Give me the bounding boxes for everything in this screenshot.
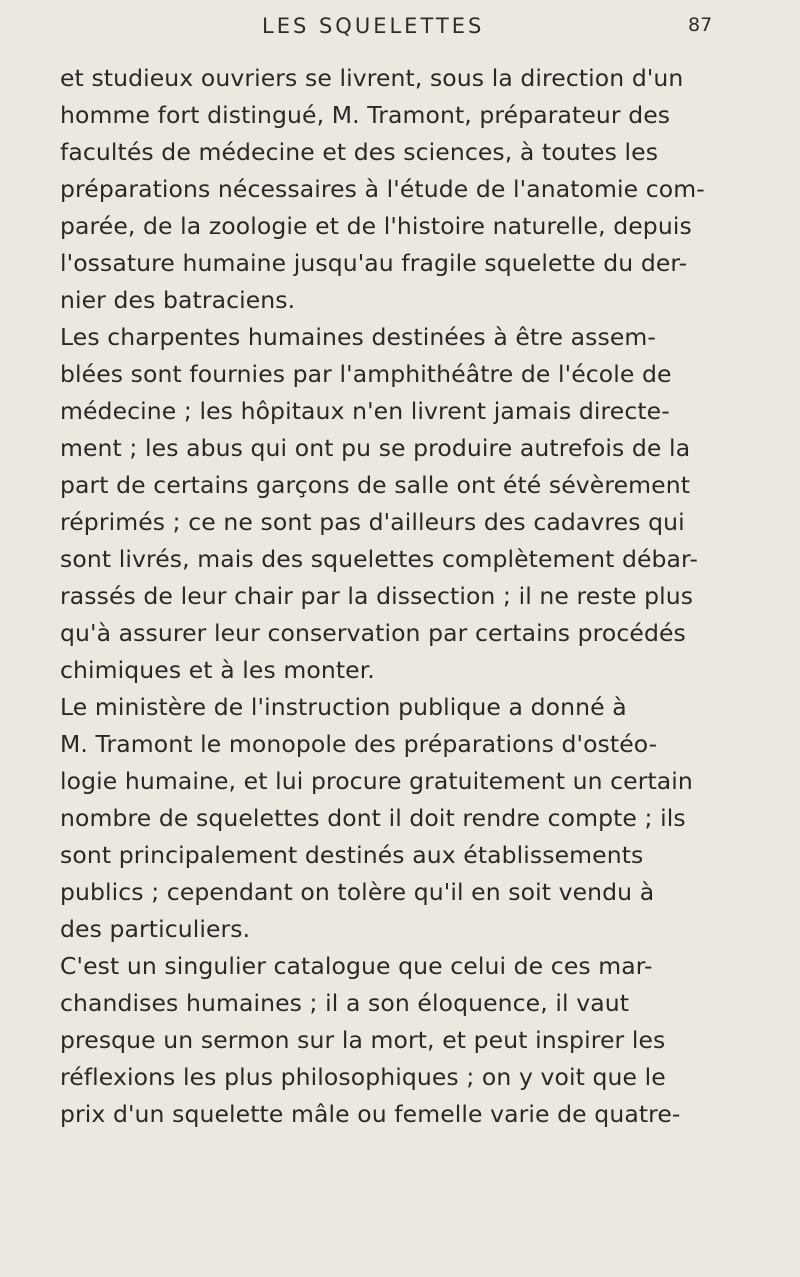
text-line: logie humaine, et lui procure gratuitement un certain	[60, 767, 693, 795]
text-line: parée, de la zoologie et de l'histoire naturelle, depuis	[60, 212, 692, 240]
text-line: blées sont fournies par l'amphithéâtre de l'école de	[60, 360, 672, 388]
text-line: facultés de médecine et des sciences, à toutes les	[60, 138, 659, 166]
text-line: préparations nécessaires à l'étude de l'anatomie com-	[60, 175, 705, 203]
text-line: prix d'un squelette mâle ou femelle varie de quatre-	[60, 1100, 681, 1128]
text-line: médecine ; les hôpitaux n'en livrent jamais directe-	[60, 397, 670, 425]
text-line: chandises humaines ; il a son éloquence, il vaut	[60, 989, 630, 1017]
text-line: M. Tramont le monopole des préparations d'ostéo-	[60, 730, 658, 758]
text-line: Les charpentes humaines destinées à être assem-	[60, 323, 656, 351]
text-line: sont livrés, mais des squelettes complètement débar-	[60, 545, 698, 573]
text-line: Le ministère de l'instruction publique a donné à	[60, 693, 627, 721]
text-line: sont principalement destinés aux établissements	[60, 841, 644, 869]
text-line: des particuliers.	[60, 915, 251, 943]
body-text	[60, 60, 720, 1133]
text-line: homme fort distingué, M. Tramont, préparateur des	[60, 101, 671, 129]
text-line: réflexions les plus philosophiques ; on y voit que le	[60, 1063, 666, 1091]
text-line: qu'à assurer leur conservation par certains procédés	[60, 619, 686, 647]
text-line: réprimés ; ce ne sont pas d'ailleurs des cadavres qui	[60, 508, 685, 536]
text-line: l'ossature humaine jusqu'au fragile squelette du der-	[60, 249, 688, 277]
text-line: rassés de leur chair par la dissection ; il ne reste plus	[60, 582, 694, 610]
text-line: et studieux ouvriers se livrent, sous la direction d'un	[60, 64, 684, 92]
text-line: presque un sermon sur la mort, et peut inspirer les	[60, 1026, 666, 1054]
text-line: nier des batraciens.	[60, 286, 296, 314]
running-title: LES SQUELETTES	[262, 14, 485, 38]
page-number: 87	[688, 14, 713, 36]
text-line: ment ; les abus qui ont pu se produire autrefois de la	[60, 434, 691, 462]
text-line: part de certains garçons de salle ont été sévèrement	[60, 471, 691, 499]
text-line: nombre de squelettes dont il doit rendre compte ; ils	[60, 804, 686, 832]
text-line: C'est un singulier catalogue que celui de ces mar-	[60, 952, 653, 980]
text-line: publics ; cependant on tolère qu'il en soit vendu à	[60, 878, 655, 906]
text-line: chimiques et à les monter.	[60, 656, 375, 684]
